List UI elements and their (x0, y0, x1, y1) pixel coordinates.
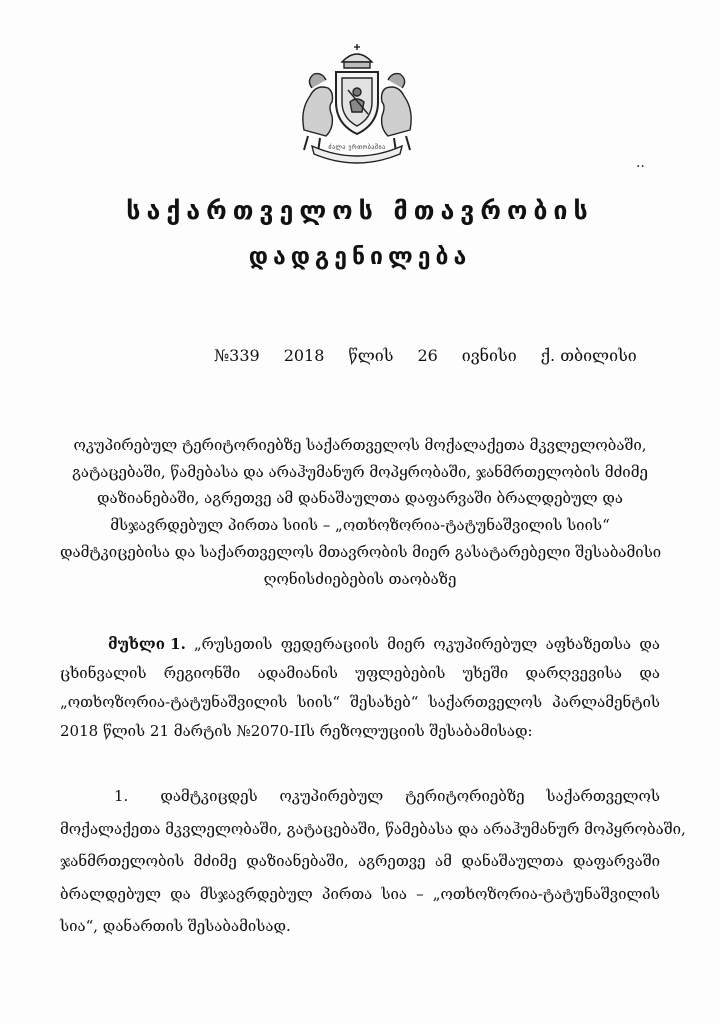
heading-line: დამტკიცებისა და საქართველოს მთავრობის მიერ გასატარებელი შესაბამისი (60, 542, 662, 561)
emblem-motto: ძალა ერთობაშია (328, 144, 386, 151)
item-text: დამტკიცდეს ოკუპირებულ ტერიტორიებზე საქართველოს (160, 787, 660, 805)
document-type-title: დადგენილება (248, 244, 472, 270)
article-1 (60, 630, 660, 746)
item-line: ბრალდებულ და მსჯავრდებულ პირთა სია – „ოთხოზორია-ტატუნაშვილის (60, 884, 660, 903)
decree-year: 2018 (283, 346, 325, 365)
heading-line: ღონისძიებების თაობაზე (263, 569, 457, 588)
decree-number: №339 (214, 346, 260, 365)
article-text: „რუსეთის ფედერაციის მიერ ოკუპირებულ აფხაზეთსა და (193, 635, 660, 653)
article-line: „ოთხოზორია-ტატუნაშვილის სიის“ შესახებ“ საქართველოს პარლამენტის (60, 693, 660, 711)
item-number: 1. (114, 787, 129, 805)
decree-month: ივნისი (461, 346, 517, 365)
decree-heading (60, 432, 660, 592)
decree-year-word: წლის (348, 346, 394, 365)
corner-mark: .. (636, 155, 645, 171)
heading-line: ოკუპირებულ ტერიტორიებზე საქართველოს მოქალაქეთა მკვლელობაში, (73, 436, 647, 454)
item-line: ჯანმრთელობის მძიმე დაზიანებაში, აგრეთვე ამ დანაშაულთა დაფარვაში (60, 852, 660, 870)
heading-line: მსჯავრდებულ პირთა სიის – „ოთხოზორია-ტატუნაშვილის სიის“ (110, 516, 610, 535)
government-title: საქართველოს მთავრობის (126, 196, 594, 225)
heading-line: დაზიანებაში, აგრეთვე ამ დანაშაულთა დაფარვაში ბრალდებულ და (97, 489, 623, 508)
decree-line (214, 346, 637, 365)
item-line: მოქალაქეთა მკვლელობაში, გატაცებაში, წამებასა და არაჰუმანურ მოპყრობაში, (60, 819, 686, 838)
item-1 (60, 780, 686, 943)
item-line (60, 780, 660, 813)
article-line (60, 630, 660, 659)
decree-day: 26 (417, 346, 438, 365)
article-line: ცხინვალის რეგიონში ადამიანის უფლებების უხეში დარღვევისა და (60, 664, 660, 682)
article-line: 2018 წლის 21 მარტის №2070-IIს რეზოლუციის შესაბამისად: (60, 722, 533, 740)
decree-city: ქ. თბილისი (540, 346, 637, 365)
heading-line: გატაცებაში, წამებასა და არაჰუმანურ მოპყრობაში, ჯანმრთელობის მძიმე (72, 462, 648, 481)
article-label: მუხლი 1. (108, 635, 186, 653)
item-line: სია“, დანართის შესაბამისად. (60, 917, 291, 935)
coat-of-arms-emblem (290, 40, 424, 168)
